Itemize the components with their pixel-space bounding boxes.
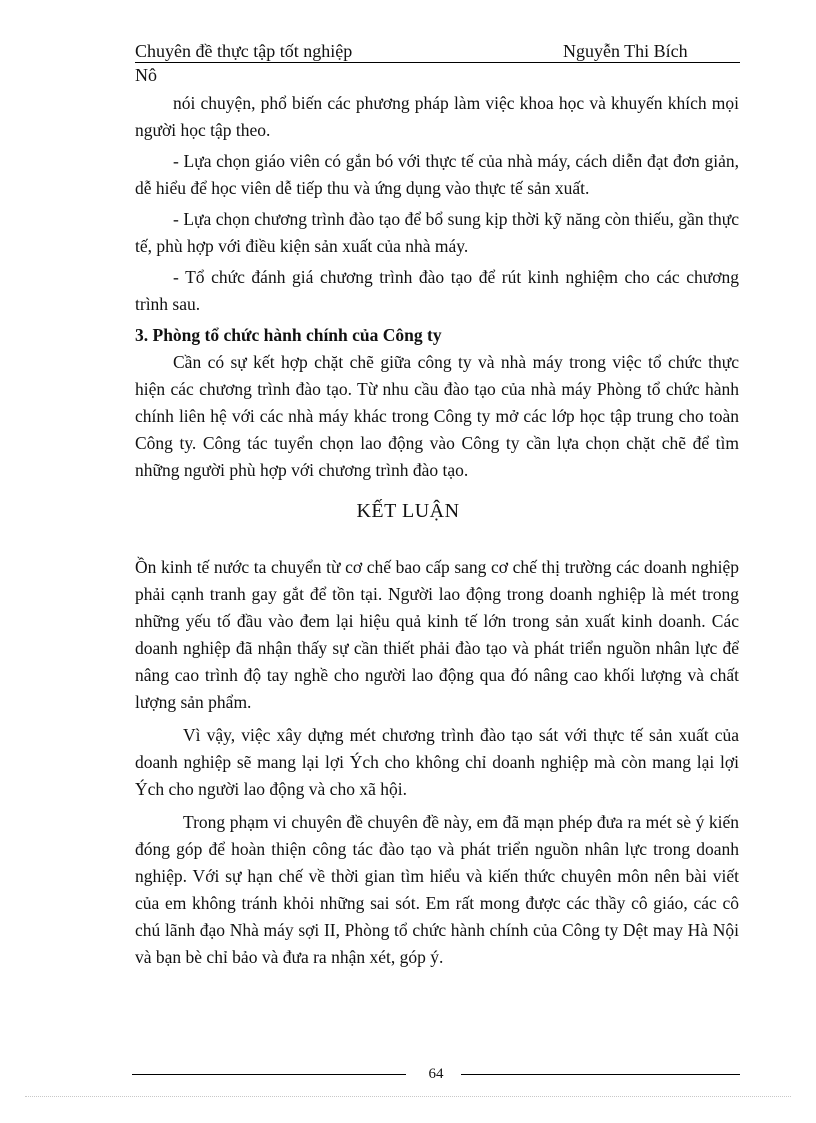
bullet-item: - Tổ chức đánh giá chương trình đào tạo để rút kinh nghiệm cho các chương trình sau. (135, 267, 739, 314)
header-author-continuation: Nô (135, 65, 157, 85)
paragraph: Ồn kinh tế nước ta chuyển từ cơ chế bao cấp sang cơ chế thị trường các doanh nghiệp phải cạnh tranh gay gắt để tồn tại. Người lao động trong doanh nghiệp là mét trong những yếu tố đầu vào đem lại hiệu quả kinh tế lớn trong sản xuất kinh doanh. Các doanh nghiệp đã nhận thấy sự cần thiết phải đào tạo và phát triển nguồn nhân lực để nâng cao trình độ tay nghề cho người lao động qua đó nâng cao khối lượng và chất lượng sản phẩm. (135, 557, 739, 712)
header-title: Chuyên đề thực tập tốt nghiệp (135, 41, 353, 61)
paragraph: Vì vậy, việc xây dựng mét chương trình đào tạo sát với thực tế sản xuất của doanh nghiệp sẽ mang lại lợi Ých cho không chỉ doanh nghiệp mà còn mang lại lợi Ých cho người lao động và cho xã hội. (135, 725, 739, 799)
bullet-item: - Lựa chọn giáo viên có gắn bó với thực tế của nhà máy, cách diễn đạt đơn giản, dễ hiểu để học viên dễ tiếp thu và ứng dụng vào thực tế sản xuất. (135, 151, 739, 198)
conclusion-body (135, 554, 739, 977)
page-header (135, 40, 740, 63)
section-training-recommendations (135, 90, 739, 488)
paragraph: Trong phạm vi chuyên đề chuyên đề này, em đã mạn phép đưa ra mét sè ý kiến đóng góp để hoàn thiện công tác đào tạo và phát triển nguồn nhân lực trong doanh nghiệp. Với sự hạn chế về thời gian tìm hiểu và kiến thức chuyên môn nên bài viết của em không tránh khỏi những sai sót. Em rất mong được các thầy cô giáo, các cô chú lãnh đạo Nhà máy sợi II, Phòng tổ chức hành chính của Công ty Dệt may Hà Nội và bạn bè chỉ bảo và đưa ra nhận xét, góp ý. (135, 812, 739, 967)
page-number: 64 (428, 1066, 444, 1082)
footer-rule-right (461, 1074, 740, 1075)
page-edge-divider (25, 1096, 791, 1097)
conclusion-title: KẾT LUẬN (356, 500, 460, 522)
section-heading: 3. Phòng tổ chức hành chính của Công ty (135, 325, 442, 345)
paragraph-continuation: nói chuyện, phổ biến các phương pháp làm việc khoa học và khuyến khích mọi người học tập theo. (135, 93, 739, 140)
paragraph: Cần có sự kết hợp chặt chẽ giữa công ty và nhà máy trong việc tổ chức thực hiện các chương trình đào tạo. Từ nhu cầu đào tạo của nhà máy Phòng tổ chức hành chính liên hệ với các nhà máy khác trong Công ty mở các lớp học tập trung cho toàn Công ty. Công tác tuyển chọn lao động vào Công ty cần lựa chọn chặt chẽ để tìm những người phù hợp với chương trình đào tạo. (135, 352, 739, 480)
bullet-item: - Lựa chọn chương trình đào tạo để bổ sung kịp thời kỹ năng còn thiếu, gần thực tế, phù hợp với điều kiện sản xuất của nhà máy. (135, 209, 739, 256)
footer-rule-left (132, 1074, 406, 1075)
header-author: Nguyễn Thi Bích (563, 41, 688, 61)
page-footer (0, 1062, 816, 1086)
